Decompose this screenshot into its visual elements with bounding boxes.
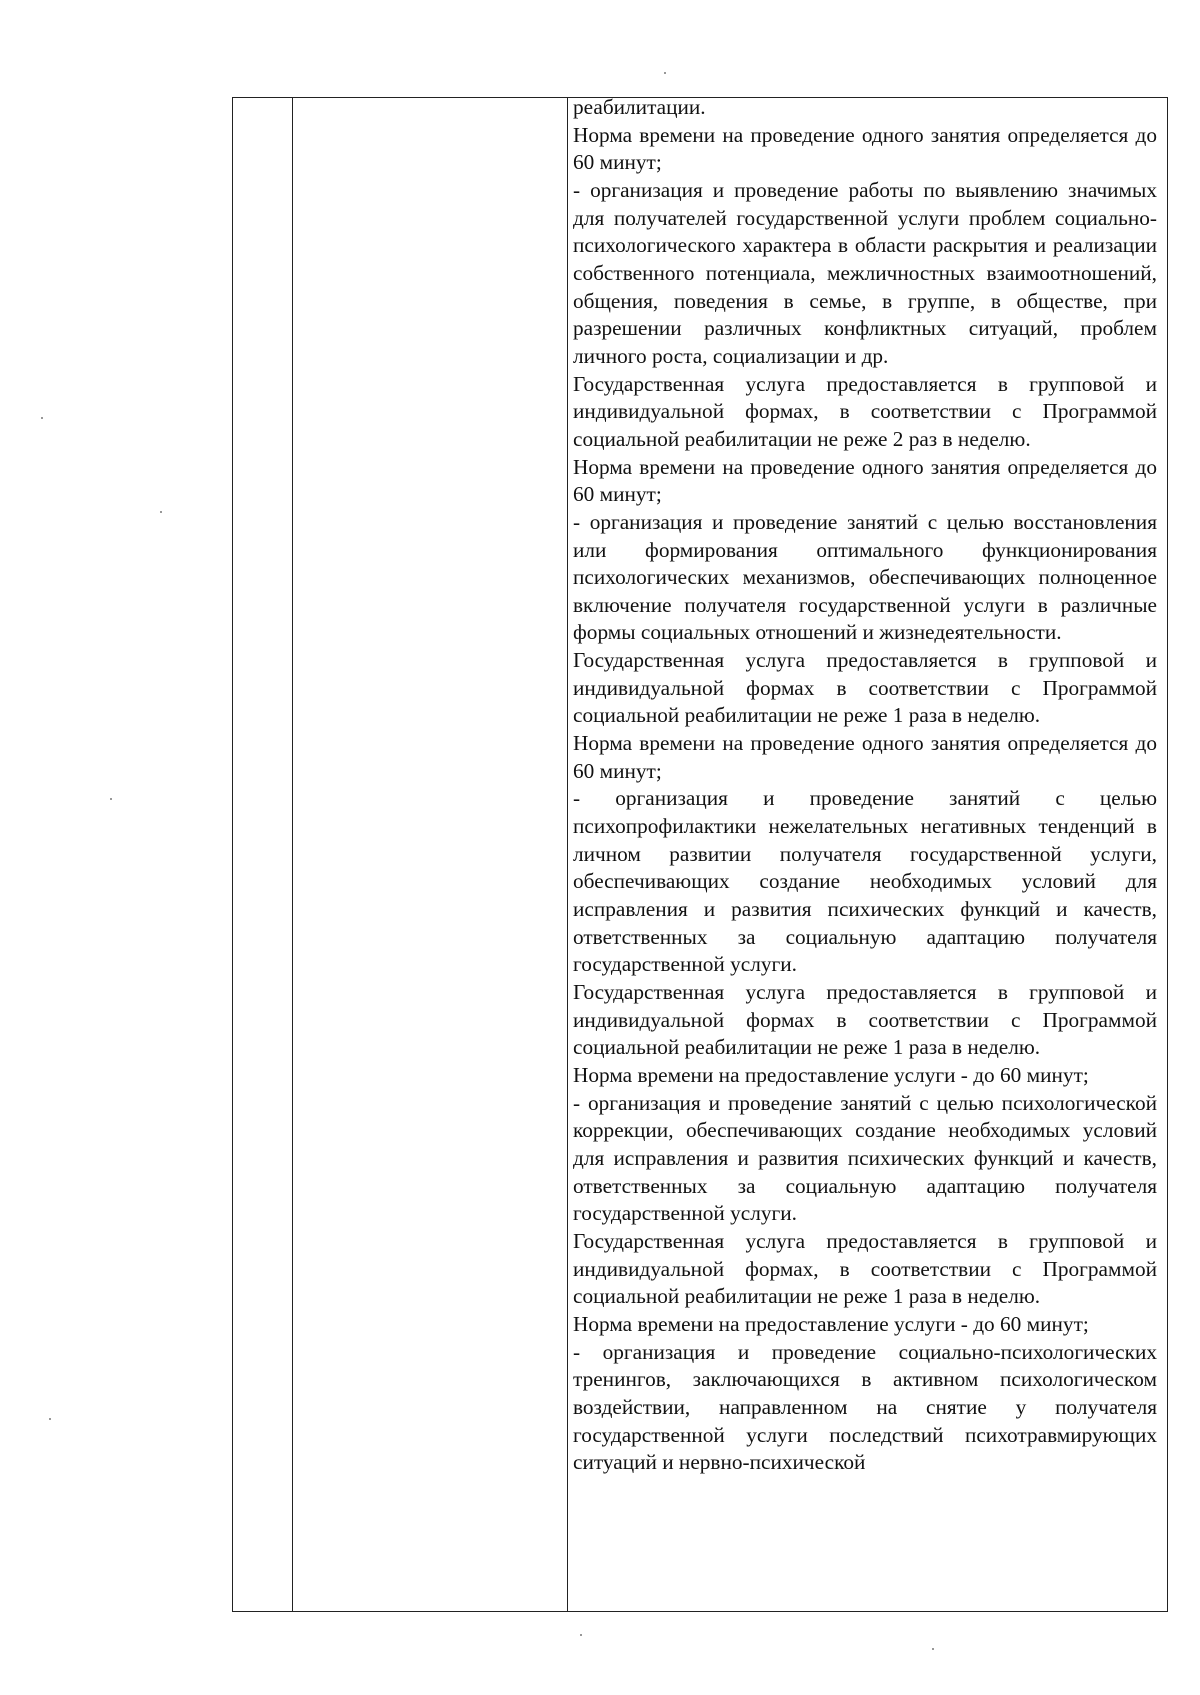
column-divider-2: [567, 98, 568, 1611]
table-frame: [232, 97, 1168, 1612]
paragraph: - организация и проведение занятий с целью психопрофилактики нежелательных негативных тенденций в личном развитии получателя государственной услуги, обеспечивающих создание необходимых условий для исправления и развития психических функций и качеств, ответственных за социальную адаптацию получателя государственной услуги.: [573, 786, 1157, 977]
paragraph: Государственная услуга предоставляется в групповой и индивидуальной формах в соответствии с Программой социальной реабилитации не реже 1 раза в неделю.: [573, 648, 1157, 728]
paragraph: - организация и проведение занятий с целью психологической коррекции, обеспечивающих создание необходимых условий для исправления и развития психических функций и качеств, ответственных за социальную адаптацию получателя государственной услуги.: [573, 1090, 1157, 1226]
paragraph: Государственная услуга предоставляется в групповой и индивидуальной формах, в соответствии с Программой социальной реабилитации не реже 2 раз в неделю.: [573, 371, 1157, 451]
paragraph: - организация и проведение социально-психологических тренингов, заключающихся в активном психологическом воздействии, направленном на снятие у получателя государственной услуги последствий психотравмирующих ситуаций и нервно-психической: [573, 1339, 1157, 1475]
paragraph: Норма времени на предоставление услуги - до 60 минут;: [573, 1062, 1089, 1087]
paragraph: Норма времени на проведение одного занятия определяется до 60 минут;: [573, 122, 1157, 175]
paragraph: Государственная услуга предоставляется в групповой и индивидуальной формах в соответствии с Программой социальной реабилитации не реже 1 раза в неделю.: [573, 980, 1157, 1060]
service-description-cell: [573, 94, 1157, 1477]
paragraph: Норма времени на проведение одного занятия определяется до 60 минут;: [573, 454, 1157, 507]
paragraph: Норма времени на проведение одного занятия определяется до 60 минут;: [573, 731, 1157, 783]
scan-speck: [110, 798, 112, 800]
paragraph: - организация и проведение занятий с целью восстановления или формирования оптимального функционирования психологических механизмов, обеспечивающих полноценное включение получателя государственной услуги в различные формы социальных отношений и жизнедеятельности.: [573, 509, 1157, 645]
paragraph: Государственная услуга предоставляется в групповой и индивидуальной формах, в соответствии с Программой социальной реабилитации не реже 1 раза в неделю.: [573, 1228, 1157, 1309]
paragraph: Норма времени на предоставление услуги - до 60 минут;: [573, 1311, 1089, 1336]
scan-speck: [580, 1634, 582, 1636]
scan-speck: [41, 417, 43, 419]
paragraph: - организация и проведение работы по выявлению значимых для получателей государственной услуги проблем социально-психологического характера в области раскрытия и реализации собственного потенциала, межличностных взаимоотношений, общения, поведения в семье, в группе, в обществе, при разрешении различных конфликтных ситуаций, проблем личного роста, социализации и др.: [573, 177, 1157, 368]
scan-speck: [932, 1648, 934, 1650]
scan-speck: [160, 511, 162, 513]
scan-speck: [664, 72, 666, 74]
scan-speck: [49, 1418, 51, 1420]
column-divider-1: [292, 98, 293, 1611]
paragraph: реабилитации.: [573, 95, 706, 119]
